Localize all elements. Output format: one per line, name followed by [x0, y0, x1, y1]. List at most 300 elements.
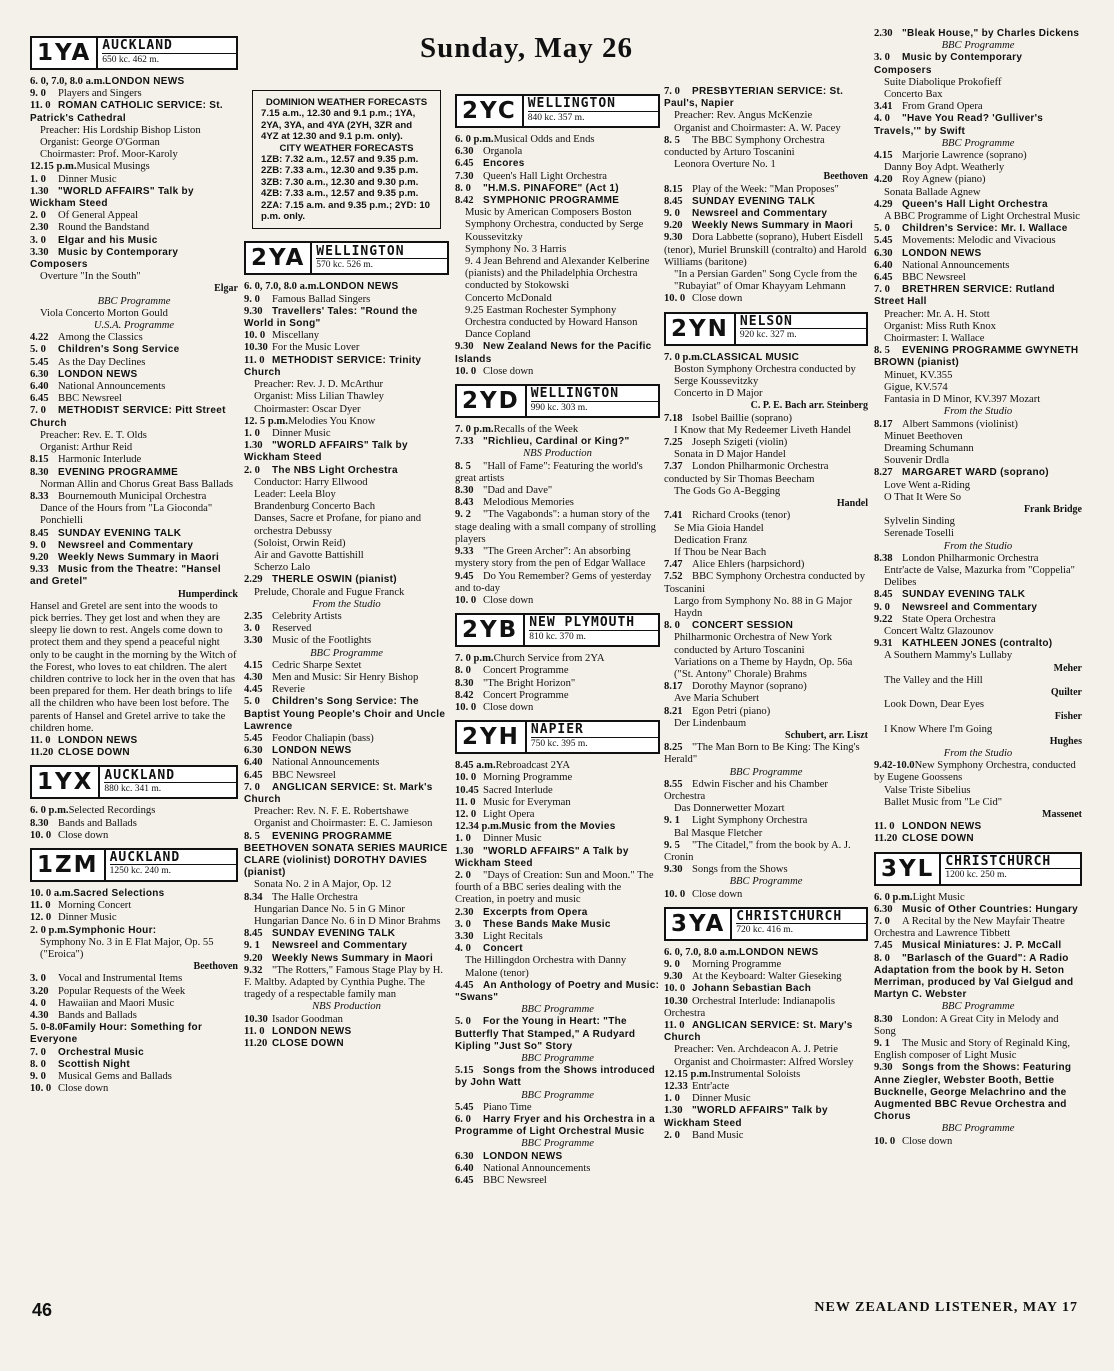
- entry-detail: I Know that My Redeemer Liveth Handel: [674, 424, 852, 436]
- entry-text: BBC Newsreel: [902, 272, 966, 284]
- entry-time: 9. 0: [244, 293, 260, 305]
- programme-entry: [30, 405, 238, 429]
- entry-composer: Massenet: [1042, 809, 1082, 820]
- entry-text: Melodies You Know: [287, 415, 376, 427]
- entry-detail: Organist and Choirmaster: Alfred Worsley: [674, 1056, 854, 1068]
- entry-text: LONDON NEWS: [483, 1150, 563, 1162]
- column-5: [874, 28, 1082, 1148]
- entry-text: SUNDAY EVENING TALK: [692, 195, 816, 207]
- entry-composer: Meher: [1053, 662, 1082, 674]
- programme-entry: [874, 101, 1082, 113]
- programme-entry: [874, 199, 1082, 211]
- entry-time: 5.45: [30, 356, 49, 368]
- entry-text: CLOSE DOWN: [58, 747, 130, 759]
- entry-detail: Dance Copland: [465, 329, 531, 341]
- programme-entry: [455, 1151, 660, 1163]
- entry-time: 5. 0: [455, 1016, 471, 1028]
- entry-time: 2.29: [244, 574, 263, 586]
- entry-text: Light Music: [912, 891, 965, 903]
- programme-entry: [244, 782, 449, 806]
- station-callsign: 1YA: [32, 38, 98, 68]
- entry-time: 6.30: [244, 745, 263, 757]
- entry-text: From Grand Opera: [902, 101, 983, 113]
- programme-entry: [30, 1022, 238, 1046]
- programme-entry: [874, 248, 1082, 260]
- entry-credit: NBS Production: [523, 448, 592, 460]
- programme-entry: [30, 805, 238, 817]
- entry-text: Vocal and Instrumental Items: [58, 973, 183, 985]
- entry-text: Songs from the Shows: [692, 864, 788, 876]
- entry-detail: A Southern Mammy's Lullaby: [884, 650, 1013, 662]
- entry-text: CLOSE DOWN: [902, 833, 974, 845]
- entry-detail: Souvenir Drdla: [884, 455, 950, 467]
- programme-entry: [455, 183, 660, 195]
- entry-credit: BBC Programme: [97, 295, 171, 307]
- entry-time: 3.20: [30, 985, 49, 997]
- entry-text: Light Symphony Orchestra: [692, 815, 808, 827]
- programme-entry: [30, 88, 238, 100]
- programme-entry: [30, 973, 238, 985]
- entry-text: Morning Programme: [692, 959, 782, 970]
- entry-text: National Announcements: [58, 381, 166, 393]
- entry-time: 10. 0: [30, 1083, 52, 1095]
- programme-entry: [874, 904, 1082, 916]
- entry-text: BBC Newsreel: [272, 769, 336, 781]
- programme-entry: [30, 528, 238, 540]
- entry-time: 10.30: [664, 995, 688, 1007]
- programme-entry: [455, 158, 660, 170]
- entry-time: 5.15: [455, 1065, 474, 1077]
- entry-detail: Preacher: Rev. Angus McKenzie: [674, 110, 813, 122]
- entry-text: LONDON NEWS: [105, 76, 185, 87]
- station-callsign: 3YL: [876, 854, 941, 884]
- station-frequency: 720 kc. 416 m.: [736, 923, 866, 936]
- entry-detail: Dreaming Schumann: [884, 442, 974, 454]
- programme-entry: [664, 510, 868, 522]
- entry-text: "Hall of Fame": Featuring the world's great artists: [455, 460, 643, 484]
- entry-detail: A BBC Programme of Light Orchestral Music: [884, 211, 1080, 223]
- entry-text: National Announcements: [483, 1162, 591, 1174]
- entry-detail: Ave Maria Schubert: [674, 693, 760, 705]
- entry-time: 8.30: [455, 677, 474, 689]
- entry-detail: Organist: George O'Gorman: [40, 137, 160, 149]
- entry-detail: Danses, Sacre et Profane, for piano and orchestra Debussy: [254, 513, 422, 537]
- entry-time: 10.30: [244, 342, 268, 354]
- entry-text: Hawaiian and Maori Music: [58, 997, 175, 1009]
- entry-credit: BBC Programme: [521, 1053, 594, 1064]
- station-frequency: 810 kc. 370 m.: [529, 630, 658, 643]
- entry-time: 5.45: [455, 1101, 474, 1113]
- programme-entry: [874, 1038, 1082, 1062]
- entry-time: 8.25: [664, 742, 683, 754]
- entry-text: BBC Newsreel: [58, 393, 122, 405]
- entry-time: 9. 0: [874, 601, 890, 613]
- entry-time: 6.30: [874, 247, 893, 259]
- entry-detail: Choirmaster: Oscar Dyer: [254, 403, 361, 415]
- programme-entry: [455, 833, 660, 845]
- entry-text: LONDON NEWS: [739, 946, 819, 958]
- programme-entry: [244, 281, 449, 293]
- entry-text: "The Bright Horizon": [483, 677, 576, 689]
- entry-time: 8.17: [874, 418, 893, 430]
- programme-entry: [874, 28, 1082, 40]
- programme-entry: [874, 602, 1082, 614]
- entry-text: Queen's Hall Light Orchestra: [902, 198, 1048, 210]
- entry-text: Orchestral Interlude: Indianapolis Orchestra: [664, 995, 835, 1019]
- entry-time: 10. 0 a.m.: [30, 887, 74, 899]
- entry-time: 3. 0: [244, 623, 260, 635]
- programme-entry: [30, 454, 238, 466]
- entry-text: Music for Everyman: [483, 796, 571, 808]
- programme-entry: [244, 465, 449, 477]
- programme-entry: [30, 747, 238, 759]
- programme-entry: [455, 931, 660, 943]
- entry-text: New Symphony Orchestra, conducted by Eugene Goossens: [874, 760, 1076, 784]
- column-4: [664, 86, 868, 1142]
- entry-time: 8. 5: [664, 134, 680, 146]
- programme-entry: [244, 672, 449, 684]
- entry-text: Piano Time: [483, 1101, 532, 1113]
- entry-text: Entr'acte: [692, 1081, 730, 1093]
- entry-text: Musical Odds and Ends: [493, 134, 595, 145]
- entry-text: Queen's Hall Light Orchestra: [483, 170, 607, 182]
- entry-time: 12.15 p.m.: [30, 161, 77, 173]
- entry-detail: Concert Waltz Glazounov: [884, 625, 994, 637]
- entry-detail: Danny Boy Adpt. Weatherly: [884, 162, 1005, 174]
- entry-text: The BBC Symphony Orchestra conducted by Arturo Toscanini: [664, 134, 825, 159]
- entry-text: KATHLEEN JONES (contralto): [902, 638, 1053, 650]
- entry-text: Music from the Movies: [501, 821, 616, 833]
- programme-entry: [455, 919, 660, 931]
- entry-time: 9.30: [664, 232, 683, 244]
- programme-entry: [30, 247, 238, 271]
- entry-time: 11. 0: [30, 734, 51, 746]
- entry-text: Children's Song Service: The Baptist Young People's Choir and Uncle Lawrence: [244, 696, 446, 732]
- entry-time: 8.17: [664, 681, 683, 693]
- programme-entry: [455, 665, 660, 677]
- entry-text: Miscellany: [272, 330, 320, 342]
- programme-entry: [244, 1014, 449, 1026]
- programme-entry: [455, 846, 660, 870]
- station-logo: [455, 384, 660, 418]
- entry-time: 9.33: [30, 564, 49, 576]
- entry-text: Organola: [483, 146, 523, 158]
- entry-text: EVENING PROGRAMME: [58, 466, 179, 478]
- programme-entry: [30, 986, 238, 998]
- programme-entry: [455, 366, 660, 378]
- entry-time: 11. 0: [664, 1020, 685, 1032]
- entry-time: 4. 0: [874, 113, 890, 125]
- entry-time: 8.34: [244, 891, 263, 903]
- entry-text: Close down: [483, 365, 534, 377]
- entry-credit: BBC Programme: [941, 40, 1015, 52]
- station-info: [524, 96, 658, 126]
- entry-text: Richard Crooks (tenor): [692, 510, 791, 522]
- entry-detail: Sonata in D Major Handel: [674, 449, 786, 461]
- entry-text: Newsreel and Commentary: [58, 539, 194, 551]
- programme-entry: [455, 341, 660, 365]
- programme-entry: [244, 660, 449, 672]
- station-info: [732, 909, 866, 939]
- entry-text: For the Young in Heart: "The Butterfly That Stamped," A Rudyard Kipling "Just So" Story: [455, 1016, 636, 1052]
- entry-text: "The Citadel," from the book by A. J. Cronin: [664, 839, 851, 863]
- entry-time: 8. 5: [874, 345, 890, 357]
- entry-time: 10.30: [244, 1013, 268, 1025]
- entry-time: 10.45: [455, 784, 479, 796]
- entry-time: 9.33: [455, 546, 474, 558]
- entry-composer: C. P. E. Bach arr. Steinberg: [750, 400, 868, 412]
- programme-entry: [455, 772, 660, 784]
- weather-line: 3ZB: 7.30 a.m., 12.30 and 9.30 p.m.: [261, 176, 419, 188]
- entry-detail: The Gods Go A-Begging: [674, 485, 781, 497]
- entry-text: LONDON NEWS: [902, 247, 982, 259]
- entry-time: 8.27: [874, 467, 893, 479]
- entry-detail: Scherzo Lalo: [254, 562, 311, 574]
- entry-text: Close down: [902, 1135, 953, 1147]
- station-logo: [664, 907, 868, 941]
- station-city: NEW PLYMOUTH: [529, 615, 636, 631]
- entry-credit: BBC Programme: [521, 1089, 594, 1101]
- entry-text: Sacred Interlude: [483, 784, 553, 796]
- entry-time: 6.30: [455, 146, 474, 158]
- programme-entry: [244, 623, 449, 635]
- entry-time: 7.47: [664, 559, 683, 571]
- entry-time: 7. 0 p.m.: [455, 653, 494, 665]
- entry-text: State Opera Orchestra: [902, 613, 996, 625]
- entry-detail: If Thou be Near Bach: [674, 546, 767, 558]
- programme-entry: [664, 571, 868, 595]
- entry-time: 6.45: [244, 769, 263, 781]
- programme-entry: [664, 1069, 868, 1081]
- entry-text: Children's Service: Mr. I. Wallace: [902, 223, 1068, 235]
- entry-detail: Boston Symphony Orchestra conducted by Serge Koussevitzky: [674, 363, 856, 388]
- programme-entry: [664, 1020, 868, 1044]
- entry-detail: Preacher: Rev. J. D. McArthur: [254, 379, 384, 391]
- entry-detail: Norman Allin and Chorus Great Bass Ballads: [40, 478, 234, 490]
- programme-entry: [30, 100, 238, 124]
- entry-detail: Das Donnerwetter Mozart: [674, 803, 785, 815]
- entry-time: 4. 0: [30, 997, 46, 1009]
- programme-entry: [244, 733, 449, 745]
- programme-entry: [244, 953, 449, 965]
- entry-detail: Preacher: Rev. E. T. Olds: [40, 429, 147, 441]
- programme-entry: [664, 1130, 868, 1142]
- entry-text: Popular Requests of the Week: [58, 985, 186, 997]
- entry-text: Elgar and his Music: [58, 234, 158, 246]
- entry-text: At the Keyboard: Walter Gieseking: [692, 971, 842, 983]
- footer-masthead: NEW ZEALAND LISTENER, MAY 17: [814, 1300, 1078, 1315]
- entry-composer: Schubert, arr. Liszt: [785, 729, 868, 741]
- entry-credit: From the Studio: [943, 747, 1013, 759]
- entry-composer: Fisher: [1054, 711, 1082, 723]
- programme-entry: [874, 284, 1082, 308]
- programme-entry: [30, 1059, 238, 1071]
- entry-text: Famous Ballad Singers: [272, 293, 371, 305]
- entry-time: 4.20: [874, 174, 893, 186]
- entry-credit: BBC Programme: [941, 1001, 1015, 1013]
- programme-entry: [30, 186, 238, 210]
- entry-time: 12.33: [664, 1081, 688, 1093]
- entry-time: 1.30: [244, 440, 263, 452]
- entry-time: 1. 0: [664, 1093, 680, 1105]
- entry-time: 4.30: [30, 1010, 49, 1022]
- programme-entry: [244, 416, 449, 428]
- entry-time: 8. 0: [455, 182, 471, 194]
- entry-time: 9.30: [874, 1062, 893, 1074]
- entry-text: Bands and Ballads: [58, 1010, 137, 1022]
- entry-detail: Overture "In the South": [40, 271, 141, 283]
- entry-text: Close down: [483, 594, 534, 606]
- entry-text: METHODIST SERVICE: Pitt Street Church: [30, 405, 226, 429]
- entry-time: 3.30: [244, 635, 263, 647]
- entry-text: Sacred Selections: [73, 887, 165, 899]
- entry-time: 8.45: [874, 589, 893, 601]
- entry-time: 6.40: [244, 757, 263, 769]
- entry-detail: Symphony No. 3 Harris: [465, 243, 567, 255]
- entry-time: 9.30: [664, 864, 683, 876]
- programme-entry: [455, 870, 660, 907]
- entry-text: Dorothy Maynor (soprano): [692, 681, 807, 693]
- entry-time: 11.20: [244, 1038, 268, 1050]
- entry-text: Albert Sammons (violinist): [902, 418, 1018, 430]
- entry-text: CONCERT SESSION: [692, 620, 794, 632]
- entry-detail: I Know Where I'm Going: [884, 723, 993, 735]
- entry-credit: BBC Programme: [729, 766, 803, 778]
- entry-detail: Sylvelin Sinding: [884, 516, 955, 528]
- entry-time: 6. 0, 7.0, 8.0 a.m.: [664, 946, 740, 958]
- entry-time: 11. 0: [874, 821, 895, 833]
- entry-time: 6.30: [455, 1150, 474, 1162]
- entry-text: "WORLD AFFAIRS" Talk by Wickham Steed: [244, 440, 408, 464]
- entry-time: 9. 1: [874, 1038, 890, 1050]
- programme-entry: [455, 797, 660, 809]
- page-title: Sunday, May 26: [420, 32, 634, 64]
- entry-text: Dora Labbette (soprano), Hubert Eisdell (tenor), Muriel Brunskill (contralto) and Harold Williams (baritone): [664, 232, 867, 268]
- entry-detail: Prelude, Chorale and Fugue Franck: [254, 586, 405, 598]
- programme-entry: [244, 294, 449, 306]
- station-city: AUCKLAND: [109, 850, 181, 866]
- entry-text: "Dad and Dave": [483, 485, 553, 497]
- entry-time: 2.30: [30, 222, 49, 234]
- entry-detail: Preacher: His Lordship Bishop Liston: [40, 124, 201, 136]
- entry-text: Orchestral Music: [58, 1046, 144, 1058]
- entry-text: BBC Newsreel: [483, 1175, 547, 1187]
- entry-time: 6.40: [30, 381, 49, 393]
- entry-text: "Have You Read? 'Gulliver's Travels,'" by Swift: [874, 113, 1044, 137]
- programme-entry: [30, 332, 238, 344]
- entry-time: 7.41: [664, 510, 683, 522]
- programme-entry: [874, 113, 1082, 137]
- station-city: NELSON: [739, 313, 793, 329]
- programme-entry: [874, 953, 1082, 1002]
- entry-text: ANGLICAN SERVICE: St. Mary's Church: [664, 1020, 853, 1044]
- entry-detail: Dedication Franz: [674, 534, 748, 546]
- entry-text: Songs from the Shows: Featuring Anne Ziegler, Webster Booth, Bettie Bucknelle, George Melachrino and the Augmented BBC Revue Orchestra and Chorus: [874, 1062, 1072, 1123]
- entry-time: 9.31: [874, 638, 893, 650]
- entry-detail: Preacher: Rev. N. F. E. Robertshawe: [254, 806, 409, 818]
- entry-text: MARGARET WARD (soprano): [902, 467, 1049, 479]
- entry-time: 8.30: [874, 1013, 893, 1025]
- entry-detail: Dance of the Hours from "La Gioconda" Ponchielli: [40, 503, 213, 527]
- entry-time: 8.30: [30, 817, 49, 829]
- entry-text: Symphonic Hour:: [68, 924, 157, 936]
- station-city: CHRISTCHURCH: [736, 909, 843, 925]
- programme-entry: [664, 461, 868, 485]
- entry-time: 1. 0: [30, 173, 46, 185]
- entry-credit: BBC Programme: [310, 647, 383, 659]
- programme-entry: [30, 888, 238, 900]
- entry-time: 11. 0: [455, 796, 476, 808]
- entry-composer: Elgar: [214, 283, 238, 295]
- programme-entry: [244, 892, 449, 904]
- programme-entry: [874, 52, 1082, 76]
- entry-detail: Hungarian Dance No. 6 in D Minor Brahms: [254, 916, 441, 928]
- programme-entry: [244, 770, 449, 782]
- entry-text: Roy Agnew (piano): [902, 174, 986, 186]
- entry-time: 9.45: [455, 570, 474, 582]
- weather-line: 2ZA: 7.15 a.m. and 9.35 p.m.; 2YD: 10 p.m. only.: [261, 199, 431, 223]
- entry-text: A Recital by the New Mayfair Theatre Orchestra and Lawrence Tibbett: [874, 916, 1065, 940]
- entry-text: Close down: [58, 829, 109, 841]
- programme-entry: [664, 208, 868, 220]
- entry-time: 2. 0: [30, 210, 46, 222]
- entry-text: Instrumental Soloists: [710, 1068, 801, 1080]
- station-info: [736, 314, 866, 344]
- entry-time: 2. 0: [455, 869, 471, 881]
- programme-entry: [664, 864, 868, 876]
- entry-time: 12. 0: [455, 808, 477, 820]
- programme-entry: [874, 940, 1082, 952]
- entry-detail: Symphony No. 3 in E Flat Major, Op. 55 ("Eroica"): [40, 936, 214, 960]
- entry-time: 2. 0 p.m.: [30, 924, 69, 936]
- entry-time: 1. 0: [244, 427, 260, 439]
- programme-entry: [664, 971, 868, 983]
- station-frequency: 990 kc. 303 m.: [531, 401, 658, 414]
- programme-entry: [244, 684, 449, 696]
- entry-detail: Choirmaster: I. Wallace: [884, 333, 985, 345]
- entry-text: "The Man Born to Be King: The King's Herald": [664, 742, 860, 766]
- entry-time: 7.52: [664, 571, 683, 583]
- programme-entry: [874, 614, 1082, 626]
- programme-entry: [30, 1047, 238, 1059]
- programme-entry: [30, 235, 238, 247]
- programme-entry: [455, 1175, 660, 1187]
- entry-detail: O That It Were So: [884, 491, 962, 503]
- station-callsign: 2YH: [457, 722, 527, 752]
- programme-entry: [874, 467, 1082, 479]
- programme-entry: [455, 1114, 660, 1138]
- entry-time: 6. 0: [455, 1114, 471, 1126]
- entry-time: 4.45: [244, 684, 263, 696]
- entry-text: "WORLD AFFAIRS" A Talk by Wickham Steed: [455, 845, 629, 869]
- entry-text: "Barlasch of the Guard": A Radio Adaptation from the book by H. Seton Merriman, produced by Val Gielgud and Martyn C. Webster: [874, 952, 1074, 1001]
- entry-text: Close down: [483, 701, 534, 713]
- page-number: 46: [32, 1300, 53, 1320]
- programme-entry: [455, 653, 660, 665]
- programme-entry: [244, 330, 449, 342]
- entry-text: Joseph Szigeti (violin): [692, 437, 788, 449]
- entry-text: Music from the Theatre: "Hansel and Gretel": [30, 564, 221, 588]
- entry-time: 8.38: [874, 552, 893, 564]
- entry-time: 5. 0: [30, 344, 46, 356]
- entry-time: 9.20: [30, 551, 49, 563]
- entry-time: 10. 0: [455, 594, 477, 606]
- entry-text: National Announcements: [902, 259, 1010, 271]
- station-callsign: 1YX: [32, 767, 100, 797]
- station-logo: [30, 848, 238, 882]
- entry-time: 3. 0: [30, 234, 46, 246]
- entry-text: EVENING PROGRAMME BEETHOVEN SONATA SERIES MAURICE CLARE (violinist) DOROTHY DAVIES (pianist): [244, 830, 448, 879]
